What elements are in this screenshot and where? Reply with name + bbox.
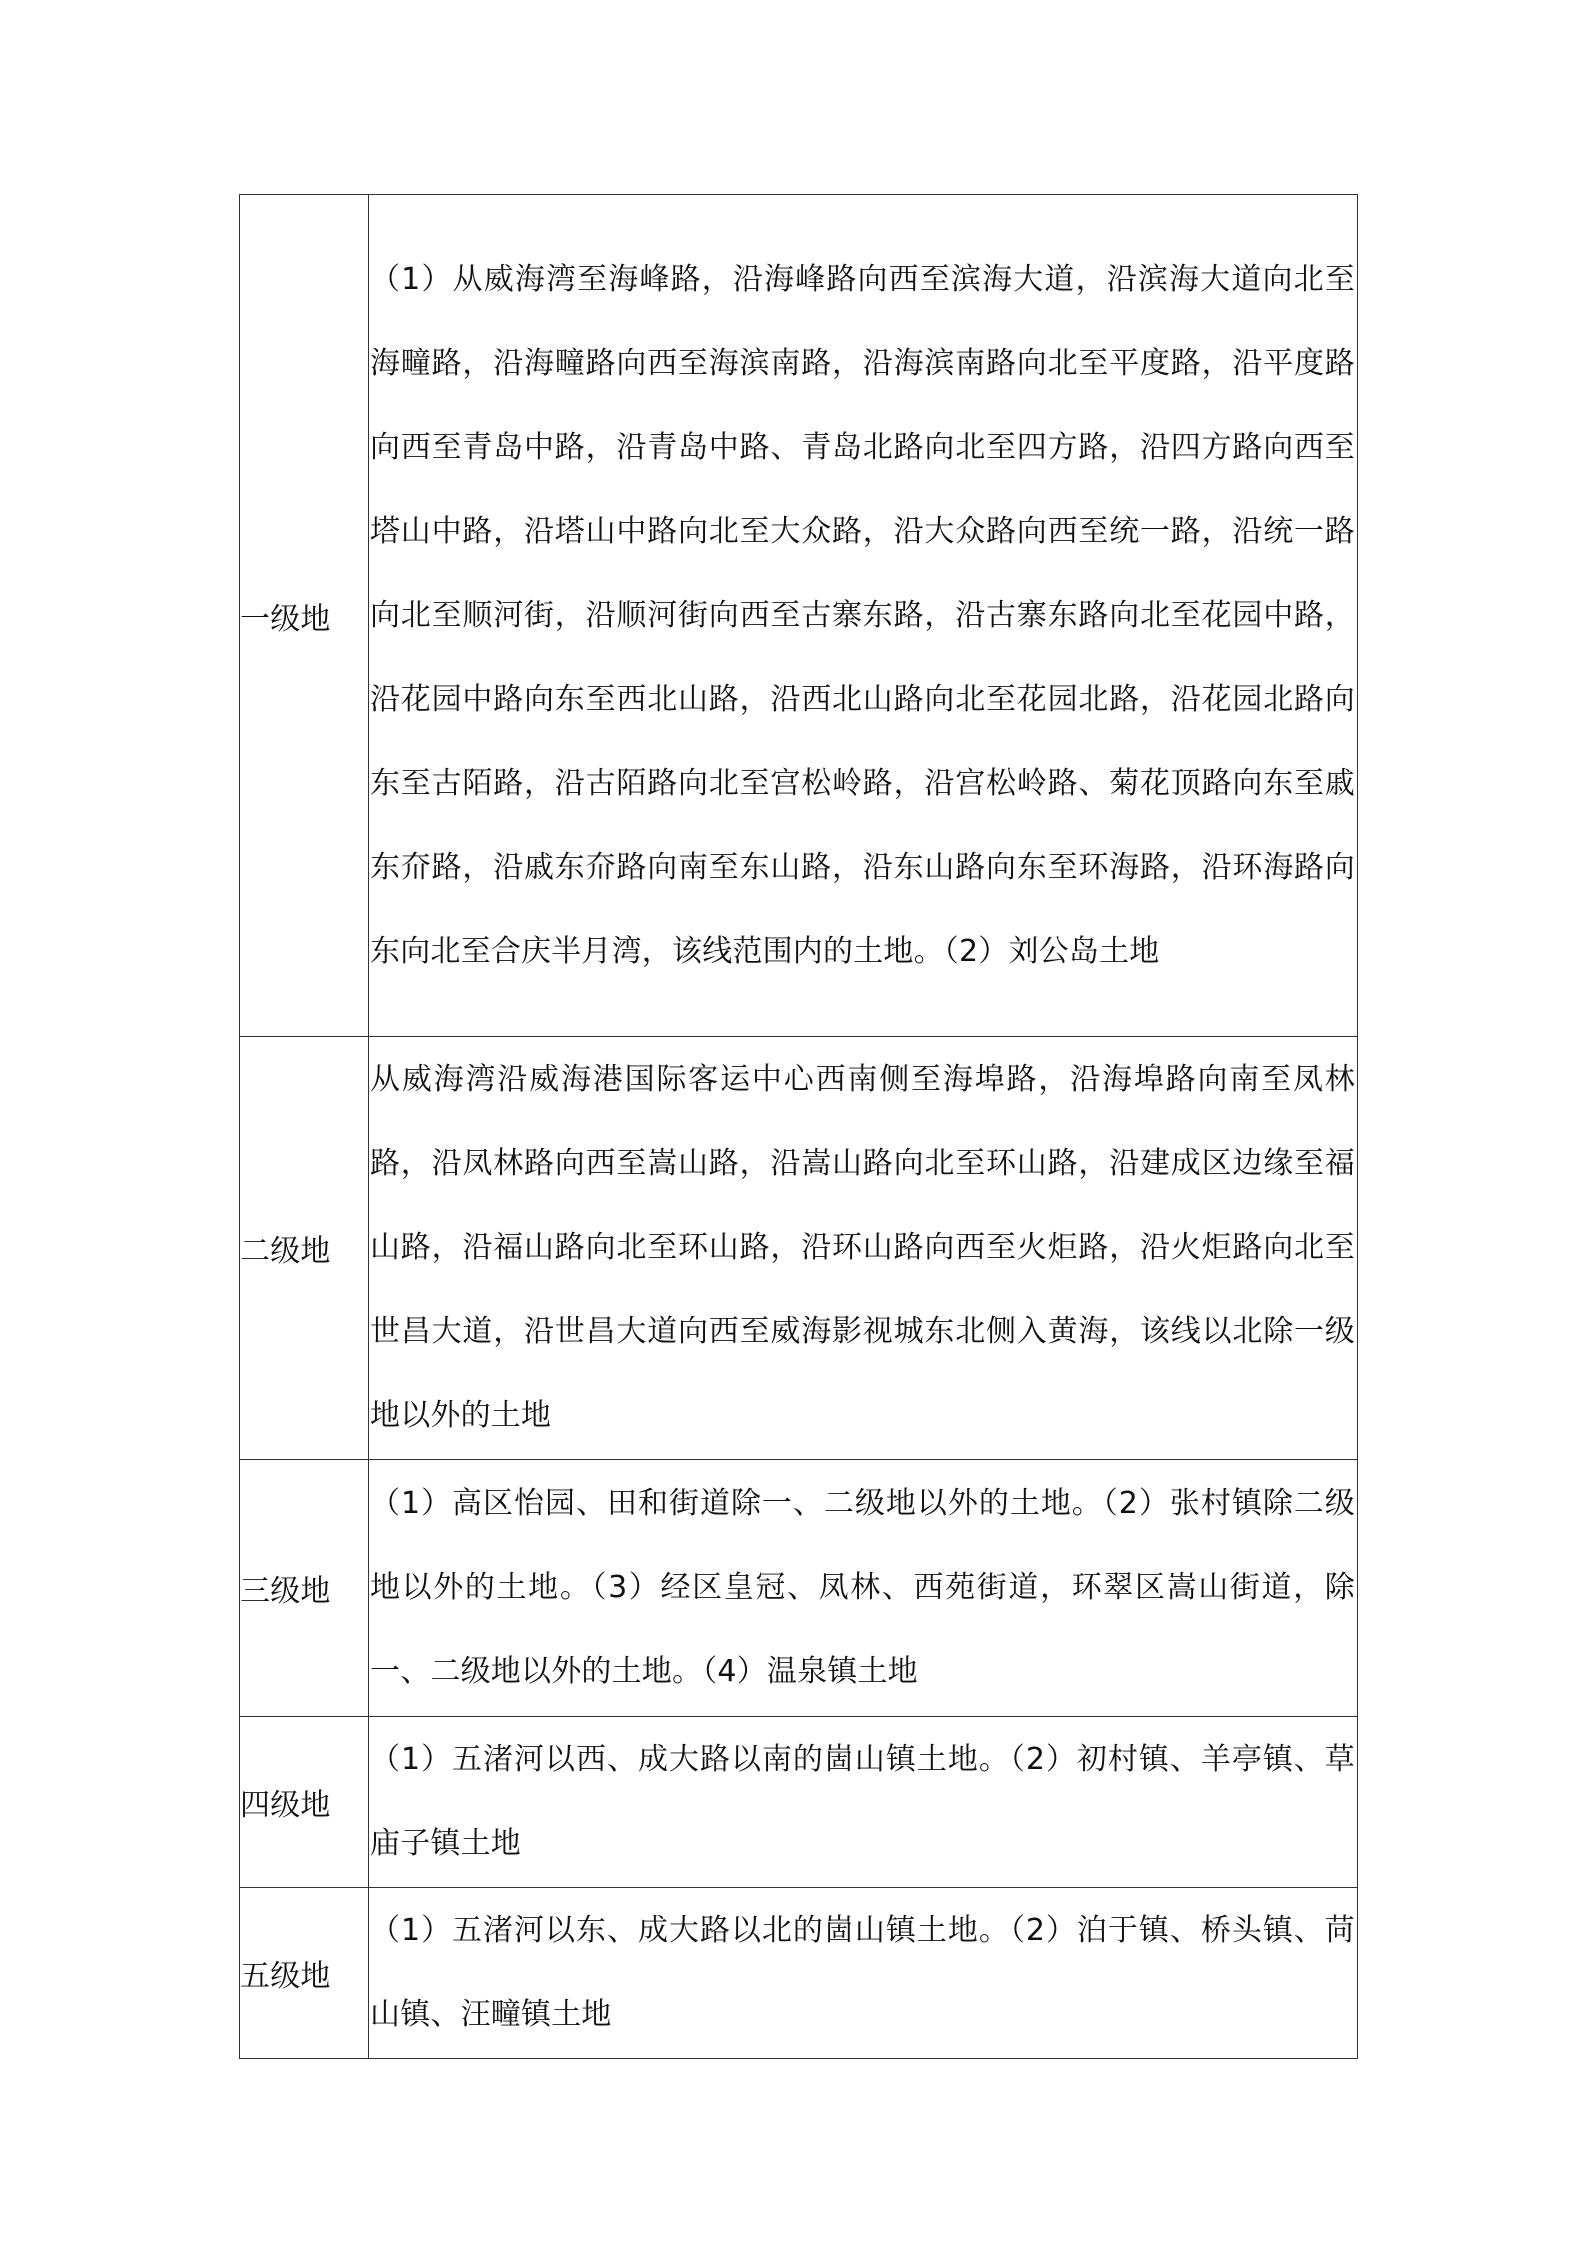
table-row [240,1888,1358,2059]
grade-cell: 五级地 [240,1888,369,2059]
description-cell [369,1460,1358,1717]
table-row [240,195,1358,1037]
land-grade-table [239,194,1358,2059]
description-cell [369,1037,1358,1460]
description-cell [369,195,1358,1037]
description-cell [369,1888,1358,2059]
grade-cell: 一级地 [240,195,369,1037]
table-row [240,1460,1358,1717]
description-text: （1）五渚河以东、成大路以北的崮山镇土地。（2）泊于镇、桥头镇、苘山镇、汪疃镇土地 [370,1913,1355,2032]
description-text: （1）五渚河以西、成大路以南的崮山镇土地。（2）初村镇、羊亭镇、草庙子镇土地 [370,1742,1355,1861]
description-text: （1）高区怡园、田和街道除一、二级地以外的土地。（2）张村镇除二级地以外的土地。（3）经区皇冠、凤林、西苑街道，环翠区嵩山街道，除一、二级地以外的土地。（4）温泉镇土地 [370,1486,1355,1689]
description-text: 从威海湾沿威海港国际客运中心西南侧至海埠路，沿海埠路向南至凤林路，沿凤林路向西至嵩山路，沿嵩山路向北至环山路，沿建成区边缘至福山路，沿福山路向北至环山路，沿环山路向西至火炬路，沿火炬路向北至世昌大道，沿世昌大道向西至威海影视城东北侧入黄海，该线以北除一级地以外的土地 [370,1062,1355,1433]
grade-cell: 四级地 [240,1717,369,1888]
description-cell [369,1717,1358,1888]
grade-cell: 二级地 [240,1037,369,1460]
description-text: （1）从威海湾至海峰路，沿海峰路向西至滨海大道，沿滨海大道向北至海疃路，沿海疃路向西至海滨南路，沿海滨南路向北至平度路，沿平度路向西至青岛中路，沿青岛中路、青岛北路向北至四方路，沿四方路向西至塔山中路，沿塔山中路向北至大众路，沿大众路向西至统一路，沿统一路向北至顺河街，沿顺河街向西至古寨东路，沿古寨东路向北至花园中路，沿花园中路向东至西北山路，沿西北山路向北至花园北路，沿花园北路向东至古陌路，沿古陌路向北至宫松岭路，沿宫松岭路、菊花顶路向东至戚东夼路，沿戚东夼路向南至东山路，沿东山路向东至环海路，沿环海路向东向北至合庆半月湾，该线范围内的土地。（2）刘公岛土地 [370,261,1355,969]
grade-cell: 三级地 [240,1460,369,1717]
table-row [240,1037,1358,1460]
table-row [240,1717,1358,1888]
